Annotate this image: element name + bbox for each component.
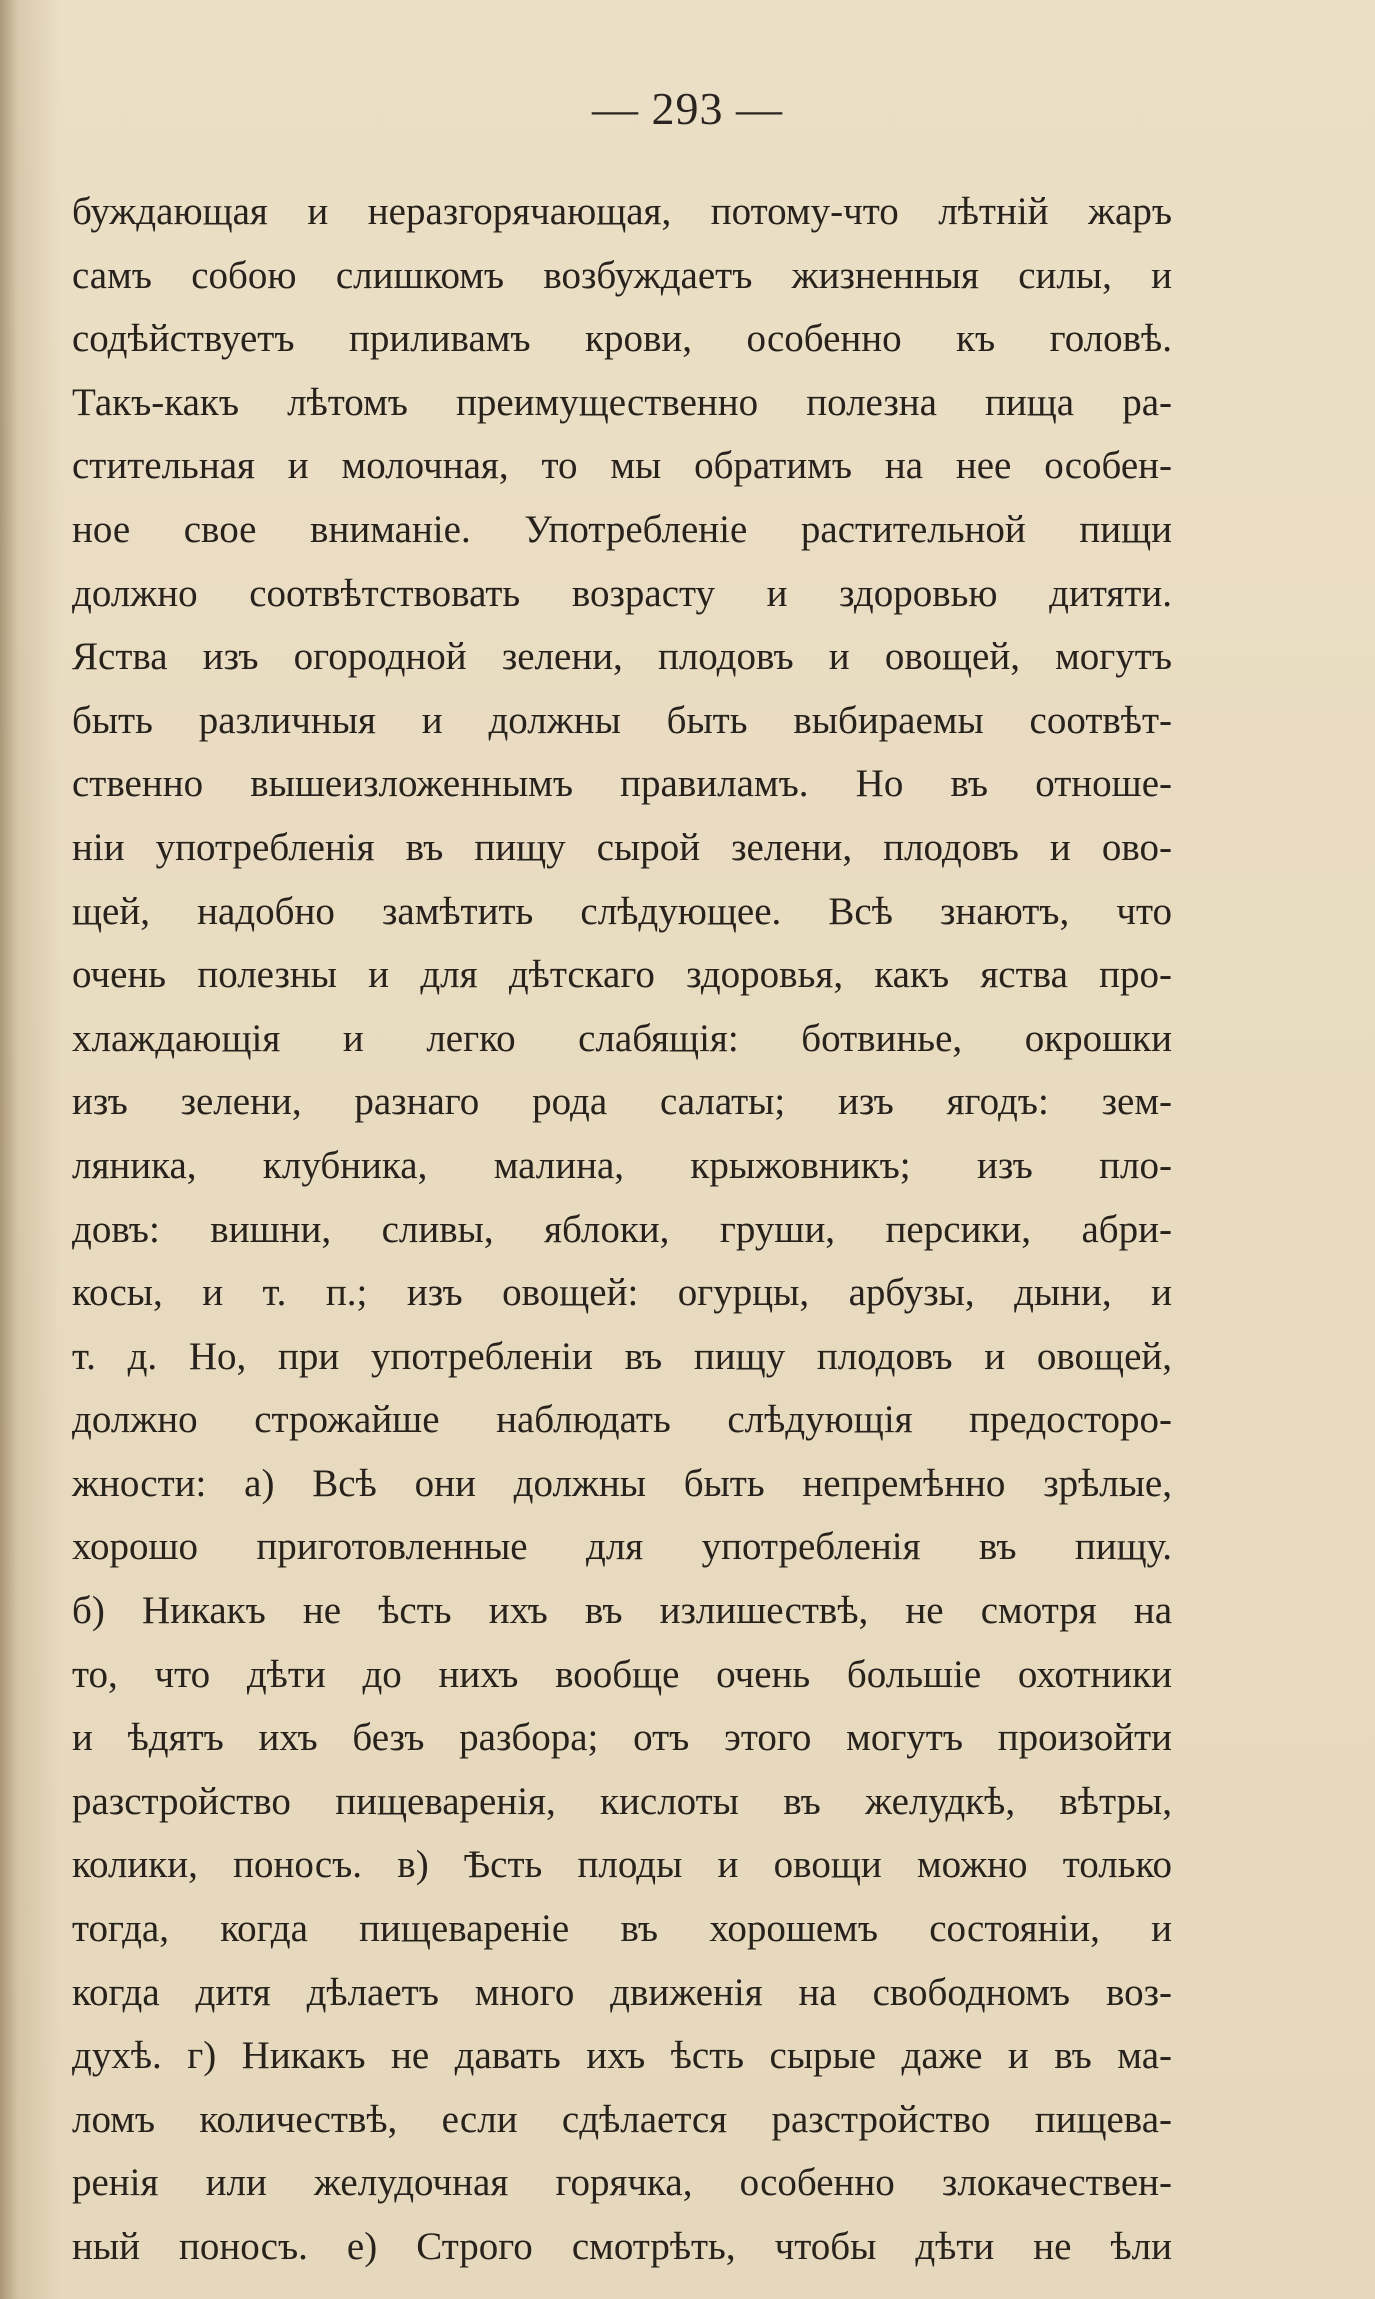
text-line: разстройство пищеваренія, кислоты въ желудкѣ, вѣтры, <box>72 1779 1172 1823</box>
text-line: духѣ. г) Никакъ не давать ихъ ѣсть сырые даже и въ ма- <box>72 2034 1172 2078</box>
text-line: хорошо приготовленные для употребленія въ пищу. <box>72 1525 1172 1569</box>
text-line: буждающая и неразгорячающая, потому-что лѣтній жаръ <box>72 190 1172 233</box>
text-line: и ѣдятъ ихъ безъ разбора; отъ этого могутъ произойти <box>72 1716 1172 1760</box>
text-line: колики, поносъ. в) Ѣсть плоды и овощи можно только <box>72 1843 1172 1887</box>
text-line: изъ зелени, разнаго рода салаты; изъ ягодъ: зем- <box>72 1080 1172 1124</box>
text-line: т. д. Но, при употребленіи въ пищу плодовъ и овощей, <box>72 1334 1172 1378</box>
text-line: содѣйствуетъ приливамъ крови, особенно къ головѣ. <box>72 317 1172 361</box>
body-text <box>72 180 1172 2279</box>
page-number: — 293 — <box>592 83 783 134</box>
text-line: когда дитя дѣлаетъ много движенія на свободномъ воз- <box>72 1970 1172 2014</box>
text-line: самъ собою слишкомъ возбуждаетъ жизненныя силы, и <box>72 253 1172 297</box>
text-line: Такъ-какъ лѣтомъ преимущественно полезна пища ра- <box>72 380 1172 424</box>
text-line: ный поносъ. е) Строго смотрѣть, чтобы дѣти не ѣли <box>72 2225 1172 2268</box>
text-line: б) Никакъ не ѣсть ихъ въ излишествѣ, не смотря на <box>72 1589 1172 1633</box>
text-line: жности: а) Всѣ они должны быть непремѣнно зрѣлые, <box>72 1461 1172 1505</box>
text-line: быть различныя и должны быть выбираемы соотвѣт- <box>72 698 1172 742</box>
text-line: хлаждающія и легко слабящія: ботвинье, окрошки <box>72 1016 1172 1060</box>
text-line: Яства изъ огородной зелени, плодовъ и овощей, могутъ <box>72 635 1172 679</box>
text-line: ляника, клубника, малина, крыжовникъ; изъ пло- <box>72 1143 1172 1187</box>
text-line: очень полезны и для дѣтскаго здоровья, какъ яства про- <box>72 953 1172 997</box>
text-line: тогда, когда пищевареніе въ хорошемъ состояніи, и <box>72 1907 1172 1951</box>
text-line: ренія или желудочная горячка, особенно злокачествен- <box>72 2161 1172 2205</box>
text-line: стительная и молочная, то мы обратимъ на нее особен- <box>72 444 1172 488</box>
text-line: щей, надобно замѣтить слѣдующее. Всѣ знаютъ, что <box>72 889 1172 933</box>
text-line: ніи употребленія въ пищу сырой зелени, плодовъ и ово- <box>72 825 1172 869</box>
text-line: ственно вышеизложеннымъ правиламъ. Но въ отноше- <box>72 762 1172 806</box>
text-line: ное свое вниманіе. Употребленіе растительной пищи <box>72 507 1172 551</box>
text-line: косы, и т. п.; изъ овощей: огурцы, арбузы, дыни, и <box>72 1271 1172 1315</box>
text-line: то, что дѣти до нихъ вообще очень большіе охотники <box>72 1652 1172 1696</box>
text-line: должно строжайше наблюдать слѣдующія предосторо- <box>72 1398 1172 1442</box>
text-line: ломъ количествѣ, если сдѣлается разстройство пищева- <box>72 2097 1172 2141</box>
text-line: довъ: вишни, сливы, яблоки, груши, персики, абри- <box>72 1207 1172 1251</box>
text-line: должно соотвѣтствовать возрасту и здоровью дитяти. <box>72 571 1172 615</box>
